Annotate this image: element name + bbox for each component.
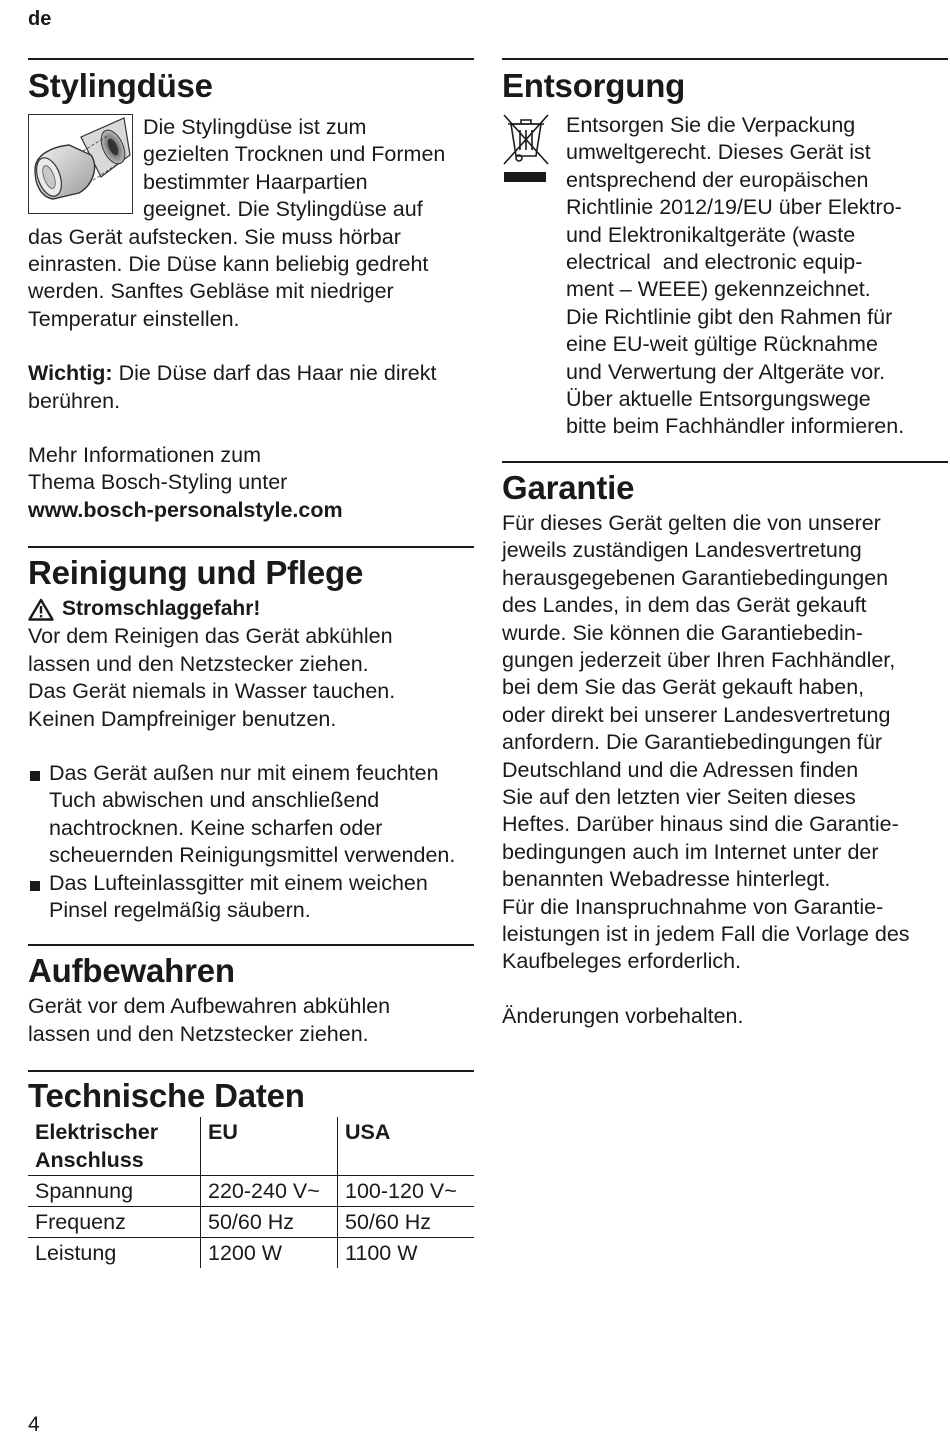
styling-line-5: das Gerät aufstecken. Sie muss hörbar — [28, 224, 401, 249]
styling-line-6: einrasten. Die Düse kann beliebig gedreht — [28, 252, 429, 277]
cleaning-line-3: Das Gerät niemals in Wasser tauchen. — [28, 679, 396, 704]
tech-table-header — [28, 1117, 474, 1176]
bullet-2-line-1: Das Lufteinlassgitter mit einem weichen — [49, 870, 428, 895]
cleaning-line-2: lassen und den Netzstecker ziehen. — [28, 651, 369, 676]
warranty-line-14: benannten Webadresse hinterlegt. — [502, 867, 831, 892]
warranty-line-16: leistungen ist in jedem Fall die Vorlage des — [502, 921, 910, 946]
styling-line-4: geeignet. Die Stylingdüse auf — [143, 197, 423, 222]
section-disposal — [502, 58, 948, 441]
styling-nozzle-illustration — [28, 114, 133, 214]
styling-title: Stylingdüse — [28, 67, 213, 104]
disposal-line-3: entsprechend der europäischen — [566, 167, 869, 192]
table-row — [28, 1176, 474, 1207]
disposal-line-10: und Verwertung der Altgeräte vor. — [566, 359, 886, 384]
header-connection-2: Anschluss — [35, 1148, 144, 1173]
warranty-line-1: Für dieses Gerät gelten die von unserer — [502, 510, 881, 535]
disposal-line-9: eine EU-weit gültige Rücknahme — [566, 332, 878, 357]
warranty-title: Garantie — [502, 468, 635, 506]
warranty-line-3: herausgegebenen Garantiebedingungen — [502, 565, 889, 590]
tech-title: Technische Daten — [28, 1077, 305, 1115]
bullet-1-line-4: scheuernden Reinigungsmittel verwenden. — [49, 843, 456, 868]
row-usa-value: 100-120 V~ — [338, 1176, 475, 1207]
cleaning-bullets — [28, 760, 474, 924]
important-text-1: Die Düse darf das Haar nie direkt — [112, 361, 437, 386]
row-label: Spannung — [28, 1176, 201, 1207]
important-note — [28, 360, 474, 387]
row-usa-value: 50/60 Hz — [338, 1207, 475, 1238]
warranty-line-15: Für die Inanspruchnahme von Garantie- — [502, 894, 884, 919]
table-row — [28, 1238, 474, 1269]
disposal-line-2: umweltgerecht. Dieses Gerät ist — [566, 140, 871, 165]
row-eu-value: 220-240 V~ — [201, 1176, 338, 1207]
styling-line-7: werden. Sanftes Gebläse mit niedriger — [28, 279, 394, 304]
warranty-line-17: Kaufbeleges erforderlich. — [502, 949, 742, 974]
disposal-line-11: Über aktuelle Entsorgungswege — [566, 387, 871, 412]
shock-warning — [28, 595, 474, 623]
section-storage — [28, 944, 474, 1048]
styling-line-3: bestimmter Haarpartien — [143, 169, 368, 194]
warranty-line-9: anfordern. Die Garantiebedingungen für — [502, 730, 883, 755]
cleaning-title: Reinigung und Pflege — [28, 554, 364, 592]
disposal-line-7: ment – WEEE) gekennzeichnet. — [566, 277, 871, 302]
bullet-2-line-2: Pinsel regelmäßig säubern. — [49, 897, 311, 922]
disposal-line-8: Die Richtlinie gibt den Rahmen für — [566, 304, 893, 329]
table-row — [28, 1207, 474, 1238]
row-usa-value: 1100 W — [338, 1238, 475, 1269]
warranty-line-10: Deutschland und die Adressen finden — [502, 757, 859, 782]
warranty-line-6: gungen jederzeit über Ihren Fachhändler, — [502, 647, 896, 672]
warning-text: Stromschlaggefahr! — [62, 597, 261, 621]
styling-line-8: Temperatur einstellen. — [28, 306, 240, 331]
disposal-line-6: electrical and electronic equip- — [566, 250, 863, 275]
styling-line-1: Die Stylingdüse ist zum — [143, 115, 367, 139]
disposal-line-5: und Elektronikaltgeräte (waste — [566, 222, 856, 247]
bullet-item — [28, 870, 474, 925]
header-eu: EU — [201, 1117, 338, 1176]
header-connection-1: Elektrischer — [35, 1120, 159, 1145]
storage-title: Aufbewahren — [28, 952, 235, 990]
row-label: Leistung — [28, 1238, 201, 1269]
section-warranty — [502, 461, 948, 1030]
warranty-line-5: wurde. Sie können die Garantiebedin- — [502, 620, 863, 645]
storage-line-2: lassen und den Netzstecker ziehen. — [28, 1021, 369, 1046]
left-column — [28, 58, 474, 1268]
warranty-line-4: des Landes, in dem das Gerät gekauft — [502, 593, 867, 618]
disposal-line-1: Entsorgen Sie die Verpackung — [566, 113, 856, 137]
cleaning-line-1: Vor dem Reinigen das Gerät abkühlen — [28, 624, 393, 649]
info-line-1: Mehr Informationen zum — [28, 443, 262, 468]
tech-table — [28, 1117, 474, 1268]
disposal-line-4: Richtlinie 2012/19/EU über Elektro- — [566, 195, 902, 220]
row-eu-value: 1200 W — [201, 1238, 338, 1269]
warning-triangle-icon — [28, 598, 54, 621]
bullet-1-line-2: Tuch abwischen und anschließend — [49, 788, 380, 813]
styling-line-2: gezielten Trocknen und Formen — [143, 142, 446, 167]
header-usa: USA — [345, 1120, 391, 1145]
row-eu-value: 50/60 Hz — [201, 1207, 338, 1238]
warranty-line-11: Sie auf den letzten vier Seiten dieses — [502, 784, 856, 809]
warranty-line-12: Heftes. Darüber hinaus sind die Garantie- — [502, 812, 899, 837]
crossed-out-wheelie-bin-icon — [502, 112, 566, 441]
row-label: Frequenz — [28, 1207, 201, 1238]
right-column — [502, 58, 948, 1030]
changes-reserved-note: Änderungen vorbehalten. — [502, 1003, 744, 1028]
warranty-line-13: bedingungen auch im Internet unter der — [502, 839, 879, 864]
storage-line-1: Gerät vor dem Aufbewahren abkühlen — [28, 994, 391, 1019]
section-cleaning — [28, 546, 474, 924]
warranty-line-8: oder direkt bei unserer Landesvertretung — [502, 702, 891, 727]
language-code: de — [28, 8, 52, 30]
info-line-2: Thema Bosch-Styling unter — [28, 470, 288, 495]
warranty-line-7: bei dem Sie das Gerät gekauft haben, — [502, 675, 865, 700]
section-tech — [28, 1070, 474, 1268]
website-url: www.bosch-personalstyle.com — [28, 497, 343, 522]
bullet-item — [28, 760, 474, 870]
warranty-line-2: jeweils zuständigen Landesvertretung — [502, 538, 862, 563]
disposal-line-12: bitte beim Fachhändler informieren. — [566, 414, 905, 439]
section-styling — [28, 58, 474, 524]
important-text-2: berühren. — [28, 388, 121, 413]
bullet-1-line-1: Das Gerät außen nur mit einem feuchten — [49, 760, 439, 785]
bullet-1-line-3: nachtrocknen. Keine scharfen oder — [49, 815, 383, 840]
page-number: 4 — [28, 1413, 40, 1436]
cleaning-line-4: Keinen Dampfreiniger benutzen. — [28, 706, 337, 731]
important-label: Wichtig: — [28, 361, 113, 386]
disposal-title: Entsorgung — [502, 67, 686, 104]
